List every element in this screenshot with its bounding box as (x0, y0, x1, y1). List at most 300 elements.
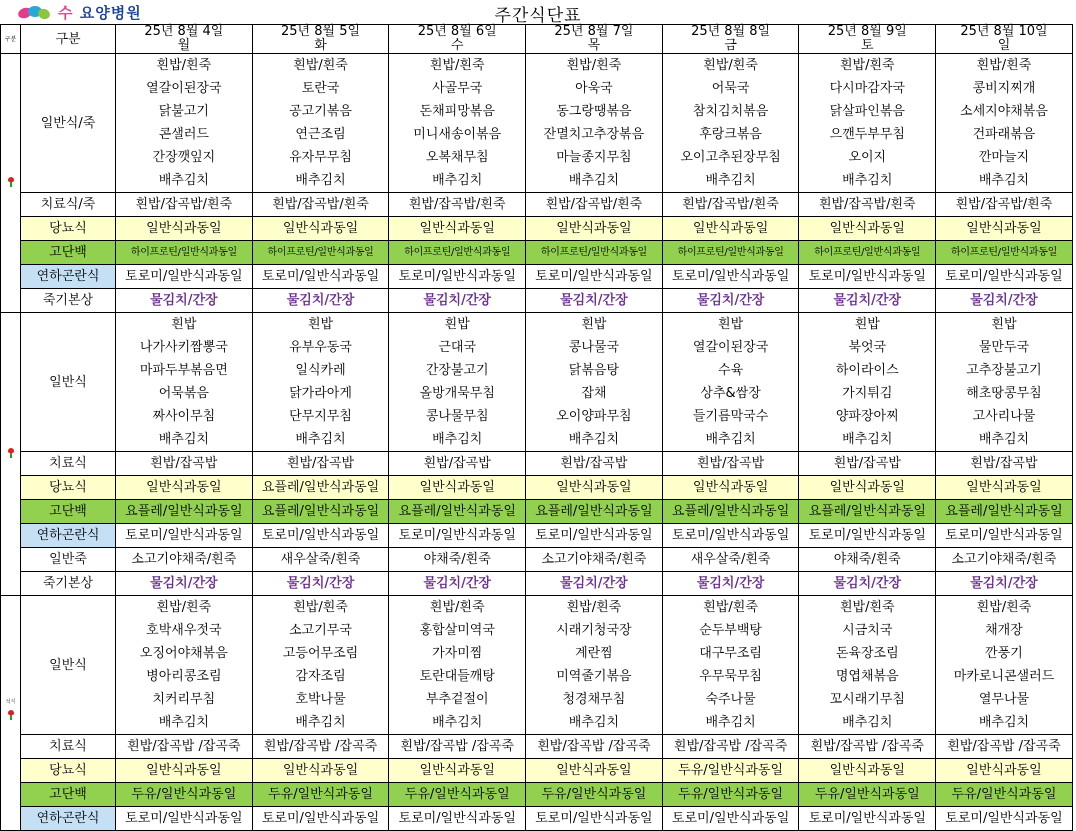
diet-cell: 소고기야채죽/흰죽 (936, 548, 1073, 572)
diet-cell: 토로미/일반식과동일 (526, 807, 663, 831)
diet-cell: 일반식과동일 (799, 759, 936, 783)
meal-side-cell (1, 313, 21, 596)
logo-text: 수 요양병원 (58, 3, 142, 22)
diet-cell: 흰밥/잡곡밥 /잡곡죽 (252, 735, 389, 759)
dish-cell: 대구무조림 (662, 642, 799, 665)
diet-cell: 흰밥/잡곡밥 /잡곡죽 (936, 735, 1073, 759)
diet-cell: 일반식과동일 (252, 759, 389, 783)
dish-cell: 시금치국 (799, 619, 936, 642)
dish-cell: 꼬시래기무침 (799, 688, 936, 711)
dish-cell: 돈육장조림 (799, 642, 936, 665)
dish-cell: 시래기청국장 (526, 619, 663, 642)
diet-cell: 두유/일반식과동일 (662, 783, 799, 807)
dish-row (1, 54, 1073, 78)
diet-cell: 토로미/일반식과동일 (799, 524, 936, 548)
dish-cell: 마카로니콘샐러드 (936, 665, 1073, 688)
header-category-cell: 구분 (21, 25, 116, 54)
dish-cell: 배추김치 (252, 711, 389, 735)
diet-cell: 두유/일반식과동일 (799, 783, 936, 807)
dish-cell: 돈채피망볶음 (389, 100, 526, 123)
diet-cell: 하이프로틴/일반식과동일 (252, 241, 389, 265)
dish-cell: 병아리콩조림 (116, 665, 253, 688)
dish-cell: 배추김치 (389, 169, 526, 193)
dish-cell: 배추김치 (252, 428, 389, 452)
dish-cell: 잔멸치고추장볶음 (526, 123, 663, 146)
dish-cell: 고등어무조림 (252, 642, 389, 665)
diet-label: 연하곤란식 (21, 524, 116, 548)
dish-row (1, 146, 1073, 169)
dish-cell: 마파두부볶음면 (116, 359, 253, 382)
dish-cell: 고추장불고기 (936, 359, 1073, 382)
dish-cell: 닭불고기 (116, 100, 253, 123)
diet-cell: 토로미/일반식과동일 (389, 524, 526, 548)
diet-cell: 일반식과동일 (389, 476, 526, 500)
diet-row-prot (1, 783, 1073, 807)
dish-row (1, 688, 1073, 711)
diet-cell: 요플레/일반식과동일 (526, 500, 663, 524)
diet-cell: 물김치/간장 (526, 289, 663, 313)
dish-cell: 치커리무침 (116, 688, 253, 711)
diet-cell: 새우살죽/흰죽 (662, 548, 799, 572)
diet-cell: 두유/일반식과동일 (936, 783, 1073, 807)
dish-row (1, 428, 1073, 452)
meal-category-label: 일반식/죽 (21, 54, 116, 193)
dish-cell: 소세지야채볶음 (936, 100, 1073, 123)
dish-row (1, 77, 1073, 100)
diet-label: 고단백 (21, 783, 116, 807)
dish-cell: 배추김치 (116, 169, 253, 193)
diet-cell: 두유/일반식과동일 (116, 783, 253, 807)
diet-cell: 일반식과동일 (116, 217, 253, 241)
dish-cell: 배추김치 (252, 169, 389, 193)
diet-cell: 두유/일반식과동일 (526, 783, 663, 807)
dish-cell: 들기름막국수 (662, 405, 799, 428)
dish-cell: 흰밥 (799, 313, 936, 337)
dish-cell: 배추김치 (799, 428, 936, 452)
tulip-icon (7, 448, 15, 458)
diet-cell: 흰밥/잡곡밥 /잡곡죽 (799, 735, 936, 759)
diet-cell: 흰밥/잡곡밥 (799, 452, 936, 476)
header-row (1, 25, 1073, 54)
diet-cell: 요플레/일반식과동일 (662, 500, 799, 524)
diet-cell: 물김치/간장 (662, 289, 799, 313)
diet-cell: 물김치/간장 (526, 572, 663, 596)
diet-cell: 토로미/일반식과동일 (936, 265, 1073, 289)
dish-cell: 배추김치 (662, 711, 799, 735)
diet-cell: 요플레/일반식과동일 (936, 500, 1073, 524)
dish-cell: 미니새송이볶음 (389, 123, 526, 146)
diet-row-treat (1, 193, 1073, 217)
weekly-menu-table (0, 24, 1073, 831)
diet-row-dysp (1, 807, 1073, 831)
dish-cell: 열갈이된장국 (116, 77, 253, 100)
dish-row (1, 382, 1073, 405)
diet-cell: 물김치/간장 (116, 572, 253, 596)
dish-row (1, 359, 1073, 382)
diet-cell: 요플레/일반식과동일 (389, 500, 526, 524)
diet-cell: 물김치/간장 (936, 572, 1073, 596)
diet-cell: 두유/일반식과동일 (662, 759, 799, 783)
dish-cell: 수육 (662, 359, 799, 382)
top-bar (0, 0, 1076, 24)
diet-cell: 물김치/간장 (389, 572, 526, 596)
diet-cell: 일반식과동일 (936, 217, 1073, 241)
dish-cell: 유자무무침 (252, 146, 389, 169)
diet-cell: 토로미/일반식과동일 (389, 265, 526, 289)
dish-cell: 양파장아찌 (799, 405, 936, 428)
dish-row (1, 123, 1073, 146)
diet-cell: 일반식과동일 (526, 476, 663, 500)
header-day-cell: 25년 8월 6일 수 (389, 25, 526, 54)
page-title: 주간식단표 (494, 6, 582, 26)
dish-cell: 계란찜 (526, 642, 663, 665)
diet-cell: 토로미/일반식과동일 (662, 524, 799, 548)
diet-cell: 하이프로틴/일반식과동일 (389, 241, 526, 265)
diet-cell: 요플레/일반식과동일 (252, 476, 389, 500)
diet-cell: 요플레/일반식과동일 (799, 500, 936, 524)
dish-cell: 흰밥/흰죽 (116, 54, 253, 78)
diet-cell: 토로미/일반식과동일 (389, 807, 526, 831)
meal-side-note: 석식 (5, 698, 16, 705)
diet-cell: 두유/일반식과동일 (389, 783, 526, 807)
dish-cell: 오복채무침 (389, 146, 526, 169)
diet-cell: 흰밥/잡곡밥 (116, 452, 253, 476)
diet-row-treat (1, 452, 1073, 476)
tulip-icon (7, 177, 15, 187)
dish-row (1, 711, 1073, 735)
diet-cell: 흰밥/잡곡밥 (662, 452, 799, 476)
diet-cell: 흰밥/잡곡밥 /잡곡죽 (389, 735, 526, 759)
diet-cell: 요플레/일반식과동일 (252, 500, 389, 524)
diet-cell: 하이프로틴/일반식과동일 (526, 241, 663, 265)
dish-cell: 깐마늘지 (936, 146, 1073, 169)
dish-cell: 흰밥 (252, 313, 389, 337)
dish-row (1, 619, 1073, 642)
diet-label: 치료식 (21, 452, 116, 476)
diet-label: 일반죽 (21, 548, 116, 572)
diet-cell: 토로미/일반식과동일 (526, 265, 663, 289)
dish-cell: 올방개묵무침 (389, 382, 526, 405)
diet-cell: 물김치/간장 (662, 572, 799, 596)
diet-cell: 흰밥/잡곡밥/흰죽 (936, 193, 1073, 217)
dish-cell: 콩나물국 (526, 336, 663, 359)
diet-cell: 야채죽/흰죽 (799, 548, 936, 572)
dish-cell: 흰밥/흰죽 (526, 54, 663, 78)
dish-cell: 후랑크볶음 (662, 123, 799, 146)
dish-row (1, 169, 1073, 193)
dish-cell: 흰밥/흰죽 (252, 54, 389, 78)
diet-label: 당뇨식 (21, 759, 116, 783)
diet-cell: 토로미/일반식과동일 (662, 265, 799, 289)
diet-row-diab (1, 217, 1073, 241)
diet-row-basic (1, 572, 1073, 596)
dish-cell: 배추김치 (389, 711, 526, 735)
diet-label: 죽기본상 (21, 572, 116, 596)
diet-cell: 일반식과동일 (662, 476, 799, 500)
dish-cell: 물만두국 (936, 336, 1073, 359)
dish-cell: 배추김치 (389, 428, 526, 452)
diet-label: 연하곤란식 (21, 265, 116, 289)
header-day-cell: 25년 8월 9일 토 (799, 25, 936, 54)
dish-cell: 배추김치 (936, 169, 1073, 193)
dish-cell: 오이지 (799, 146, 936, 169)
dish-cell: 흰밥/흰죽 (116, 596, 253, 620)
dish-cell: 짜사이무침 (116, 405, 253, 428)
dish-cell: 상추&쌈장 (662, 382, 799, 405)
diet-row-basic (1, 289, 1073, 313)
dish-cell: 오이고추된장무침 (662, 146, 799, 169)
dish-row (1, 336, 1073, 359)
diet-cell: 흰밥/잡곡밥 /잡곡죽 (116, 735, 253, 759)
diet-row-dysp (1, 524, 1073, 548)
diet-cell: 일반식과동일 (116, 476, 253, 500)
header-day-cell: 25년 8월 10일 일 (936, 25, 1073, 54)
dish-cell: 미역줄기볶음 (526, 665, 663, 688)
dish-cell: 호박나물 (252, 688, 389, 711)
dish-cell: 배추김치 (662, 169, 799, 193)
diet-cell: 토로미/일반식과동일 (662, 807, 799, 831)
diet-label: 치료식 (21, 735, 116, 759)
dish-cell: 흰밥/흰죽 (936, 596, 1073, 620)
dish-cell: 다시마감자국 (799, 77, 936, 100)
diet-cell: 물김치/간장 (799, 289, 936, 313)
diet-cell: 토로미/일반식과동일 (252, 524, 389, 548)
diet-cell: 흰밥/잡곡밥 (936, 452, 1073, 476)
diet-cell: 흰밥/잡곡밥 /잡곡죽 (526, 735, 663, 759)
dish-cell: 잡채 (526, 382, 663, 405)
diet-cell: 흰밥/잡곡밥/흰죽 (662, 193, 799, 217)
diet-cell: 일반식과동일 (389, 759, 526, 783)
dish-cell: 나가사키짬뽕국 (116, 336, 253, 359)
diet-row-prot (1, 241, 1073, 265)
header-day-cell: 25년 8월 4일 월 (116, 25, 253, 54)
dish-cell: 숙주나물 (662, 688, 799, 711)
dish-cell: 아욱국 (526, 77, 663, 100)
dish-row (1, 313, 1073, 337)
diet-cell: 소고기야채죽/흰죽 (116, 548, 253, 572)
dish-row (1, 665, 1073, 688)
dish-cell: 가지튀김 (799, 382, 936, 405)
tulip-icon (7, 710, 15, 720)
diet-row-basic (1, 548, 1073, 572)
dish-cell: 청경채무침 (526, 688, 663, 711)
diet-cell: 일반식과동일 (116, 759, 253, 783)
dish-cell: 흰밥 (116, 313, 253, 337)
diet-cell: 하이프로틴/일반식과동일 (936, 241, 1073, 265)
dish-cell: 오징어야채볶음 (116, 642, 253, 665)
dish-cell: 열갈이된장국 (662, 336, 799, 359)
dish-cell: 흰밥/흰죽 (526, 596, 663, 620)
diet-label: 죽기본상 (21, 289, 116, 313)
diet-cell: 토로미/일반식과동일 (526, 524, 663, 548)
diet-cell: 하이프로틴/일반식과동일 (799, 241, 936, 265)
diet-cell: 일반식과동일 (799, 476, 936, 500)
diet-row-diab (1, 759, 1073, 783)
diet-cell: 토로미/일반식과동일 (936, 807, 1073, 831)
dish-cell: 으깬두부무침 (799, 123, 936, 146)
dish-cell: 배추김치 (936, 428, 1073, 452)
dish-cell: 하이라이스 (799, 359, 936, 382)
header-day-cell: 25년 8월 8일 금 (662, 25, 799, 54)
diet-cell: 물김치/간장 (252, 572, 389, 596)
dish-cell: 흰밥/흰죽 (799, 596, 936, 620)
diet-cell: 두유/일반식과동일 (252, 783, 389, 807)
dish-cell: 단무지무침 (252, 405, 389, 428)
meal-category-label: 일반식 (21, 596, 116, 735)
diet-cell: 소고기야채죽/흰죽 (526, 548, 663, 572)
dish-cell: 배추김치 (936, 711, 1073, 735)
dish-cell: 배추김치 (116, 428, 253, 452)
diet-label: 치료식/죽 (21, 193, 116, 217)
dish-cell: 사골무국 (389, 77, 526, 100)
dish-cell: 근대국 (389, 336, 526, 359)
dish-cell: 흰밥/흰죽 (662, 54, 799, 78)
dish-cell: 흰밥/흰죽 (799, 54, 936, 78)
diet-label: 당뇨식 (21, 476, 116, 500)
dish-cell: 흰밥 (936, 313, 1073, 337)
dish-cell: 토란국 (252, 77, 389, 100)
diet-cell: 토로미/일반식과동일 (116, 807, 253, 831)
header-day-cell: 25년 8월 7일 목 (526, 25, 663, 54)
diet-cell: 물김치/간장 (799, 572, 936, 596)
diet-cell: 토로미/일반식과동일 (252, 807, 389, 831)
diet-cell: 하이프로틴/일반식과동일 (662, 241, 799, 265)
diet-cell: 일반식과동일 (799, 217, 936, 241)
dish-cell: 콩나물무침 (389, 405, 526, 428)
dish-cell: 배추김치 (116, 711, 253, 735)
dish-cell: 흰밥/흰죽 (389, 596, 526, 620)
meal-side-cell (1, 54, 21, 313)
header-side-cell: 구분 (1, 25, 21, 54)
diet-cell: 토로미/일반식과동일 (252, 265, 389, 289)
dish-cell: 배추김치 (799, 169, 936, 193)
dish-cell: 해초땅콩무침 (936, 382, 1073, 405)
diet-cell: 일반식과동일 (252, 217, 389, 241)
dish-cell: 북엇국 (799, 336, 936, 359)
diet-cell: 일반식과동일 (526, 217, 663, 241)
dish-cell: 배추김치 (526, 428, 663, 452)
dish-cell: 배추김치 (799, 711, 936, 735)
diet-cell: 흰밥/잡곡밥/흰죽 (799, 193, 936, 217)
diet-cell: 흰밥/잡곡밥 (252, 452, 389, 476)
diet-label: 고단백 (21, 241, 116, 265)
diet-cell: 토로미/일반식과동일 (936, 524, 1073, 548)
dish-cell: 배추김치 (662, 428, 799, 452)
diet-row-prot (1, 500, 1073, 524)
diet-cell: 새우살죽/흰죽 (252, 548, 389, 572)
dish-cell: 깐풍기 (936, 642, 1073, 665)
dish-cell: 흰밥/흰죽 (389, 54, 526, 78)
dish-cell: 가자미찜 (389, 642, 526, 665)
dish-cell: 홍합살미역국 (389, 619, 526, 642)
diet-cell: 토로미/일반식과동일 (116, 265, 253, 289)
dish-cell: 건파래볶음 (936, 123, 1073, 146)
dish-cell: 오이양파무침 (526, 405, 663, 428)
dish-cell: 흰밥 (526, 313, 663, 337)
dish-cell: 마늘종지무침 (526, 146, 663, 169)
diet-cell: 일반식과동일 (389, 217, 526, 241)
dish-cell: 순두부백탕 (662, 619, 799, 642)
header-day-cell: 25년 8월 5일 화 (252, 25, 389, 54)
dish-cell: 소고기무국 (252, 619, 389, 642)
diet-cell: 야채죽/흰죽 (389, 548, 526, 572)
dish-cell: 배추김치 (526, 711, 663, 735)
dish-cell: 유부우동국 (252, 336, 389, 359)
diet-cell: 토로미/일반식과동일 (116, 524, 253, 548)
diet-row-treat (1, 735, 1073, 759)
diet-cell: 일반식과동일 (936, 759, 1073, 783)
diet-cell: 흰밥/잡곡밥/흰죽 (116, 193, 253, 217)
diet-cell: 물김치/간장 (116, 289, 253, 313)
dish-cell: 배추김치 (526, 169, 663, 193)
dish-cell: 콩비지찌개 (936, 77, 1073, 100)
diet-cell: 흰밥/잡곡밥 (389, 452, 526, 476)
dish-cell: 채개장 (936, 619, 1073, 642)
dish-cell: 간장불고기 (389, 359, 526, 382)
dish-cell: 흰밥 (662, 313, 799, 337)
dish-cell: 일식카레 (252, 359, 389, 382)
diet-cell: 일반식과동일 (662, 217, 799, 241)
diet-label: 고단백 (21, 500, 116, 524)
dish-row (1, 642, 1073, 665)
dish-cell: 토란대들깨탕 (389, 665, 526, 688)
dish-cell: 부추겉절이 (389, 688, 526, 711)
dish-cell: 닭볶음탕 (526, 359, 663, 382)
diet-row-dysp (1, 265, 1073, 289)
diet-cell: 일반식과동일 (936, 476, 1073, 500)
dish-cell: 명엽채볶음 (799, 665, 936, 688)
diet-cell: 흰밥/잡곡밥 /잡곡죽 (662, 735, 799, 759)
dish-cell: 닭살파인볶음 (799, 100, 936, 123)
diet-cell: 물김치/간장 (252, 289, 389, 313)
dish-cell: 연근조림 (252, 123, 389, 146)
dish-cell: 고사리나물 (936, 405, 1073, 428)
dish-cell: 공고기볶음 (252, 100, 389, 123)
dish-cell: 닭가라아게 (252, 382, 389, 405)
dish-cell: 우무묵무침 (662, 665, 799, 688)
dish-cell: 흰밥 (389, 313, 526, 337)
dish-cell: 어묵볶음 (116, 382, 253, 405)
meal-side-cell (1, 596, 21, 831)
dish-cell: 흰밥/흰죽 (936, 54, 1073, 78)
diet-cell: 흰밥/잡곡밥/흰죽 (389, 193, 526, 217)
dish-row (1, 100, 1073, 123)
diet-label: 당뇨식 (21, 217, 116, 241)
diet-cell: 일반식과동일 (526, 759, 663, 783)
diet-cell: 물김치/간장 (389, 289, 526, 313)
diet-cell: 토로미/일반식과동일 (799, 807, 936, 831)
meal-category-label: 일반식 (21, 313, 116, 452)
dish-cell: 콘샐러드 (116, 123, 253, 146)
dish-row (1, 405, 1073, 428)
diet-cell: 흰밥/잡곡밥 (526, 452, 663, 476)
dish-cell: 흰밥/흰죽 (252, 596, 389, 620)
dish-cell: 어묵국 (662, 77, 799, 100)
diet-cell: 하이프로틴/일반식과동일 (116, 241, 253, 265)
diet-label: 연하곤란식 (21, 807, 116, 831)
diet-cell: 물김치/간장 (936, 289, 1073, 313)
diet-cell: 토로미/일반식과동일 (799, 265, 936, 289)
dish-cell: 열무나물 (936, 688, 1073, 711)
dish-cell: 동그랑땡볶음 (526, 100, 663, 123)
dish-cell: 흰밥/흰죽 (662, 596, 799, 620)
dish-row (1, 596, 1073, 620)
dish-cell: 간장깻잎지 (116, 146, 253, 169)
dish-cell: 감자조림 (252, 665, 389, 688)
diet-cell: 흰밥/잡곡밥/흰죽 (252, 193, 389, 217)
diet-row-diab (1, 476, 1073, 500)
diet-cell: 요플레/일반식과동일 (116, 500, 253, 524)
